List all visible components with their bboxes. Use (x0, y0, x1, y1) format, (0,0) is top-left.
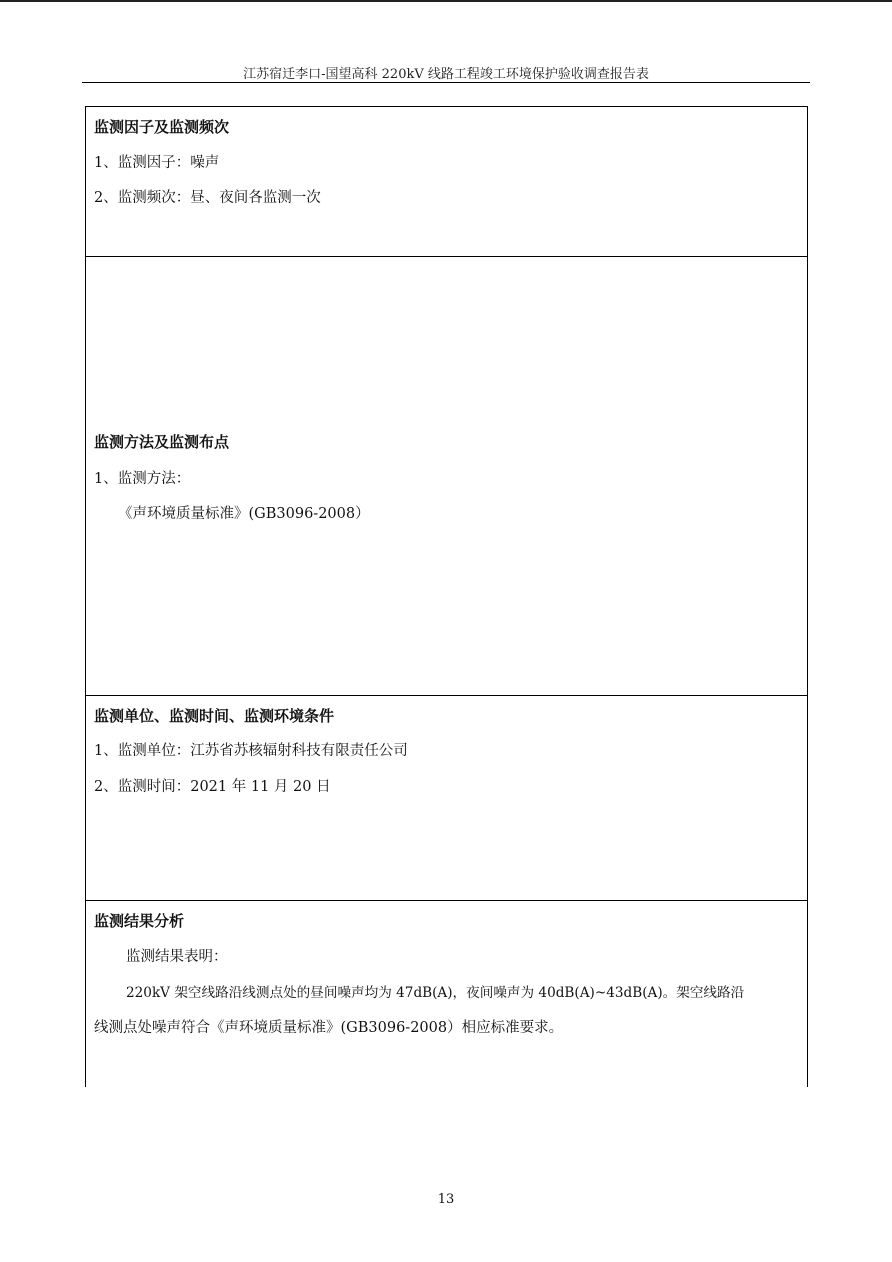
section-title-factors: 监测因子及监测频次 (94, 118, 230, 136)
results-line-3: 线测点处噪声符合《声环境质量标准》(GB3096-2008）相应标准要求。 (94, 1020, 564, 1036)
results-line-2: 220kV 架空线路沿线测点处的昼间噪声均为 47dB(A)，夜间噪声为 40dB(A)~43dB(A)。架空线路沿 (126, 985, 745, 1001)
table-top-border (85, 106, 808, 107)
section-title-results: 监测结果分析 (94, 912, 185, 930)
methods-line-1: 1、监测方法： (94, 471, 191, 487)
section-title-units: 监测单位、监测时间、监测环境条件 (94, 707, 335, 725)
table-right-border (807, 106, 808, 1087)
factors-line-1: 1、监测因子：噪声 (94, 155, 220, 171)
document-header-title: 江苏宿迁李口-国望高科 220kV 线路工程竣工环境保护验收调查报告表 (243, 67, 649, 82)
factors-line-2: 2、监测频次：昼、夜间各监测一次 (94, 190, 321, 206)
table-left-border (85, 106, 86, 1087)
section-divider-2 (85, 695, 808, 696)
section-divider-3 (85, 900, 808, 901)
header-divider (82, 82, 810, 83)
units-line-1: 1、监测单位：江苏省苏核辐射科技有限责任公司 (94, 743, 408, 759)
section-divider-1 (85, 256, 808, 257)
page-number: 13 (437, 1192, 455, 1207)
section-title-methods: 监测方法及监测布点 (94, 433, 230, 451)
units-line-2: 2、监测时间：2021 年 11 月 20 日 (94, 779, 331, 795)
page-top-border (0, 0, 892, 2)
methods-line-2: 《声环境质量标准》(GB3096-2008） (118, 506, 370, 522)
results-line-1: 监测结果表明： (126, 949, 228, 965)
